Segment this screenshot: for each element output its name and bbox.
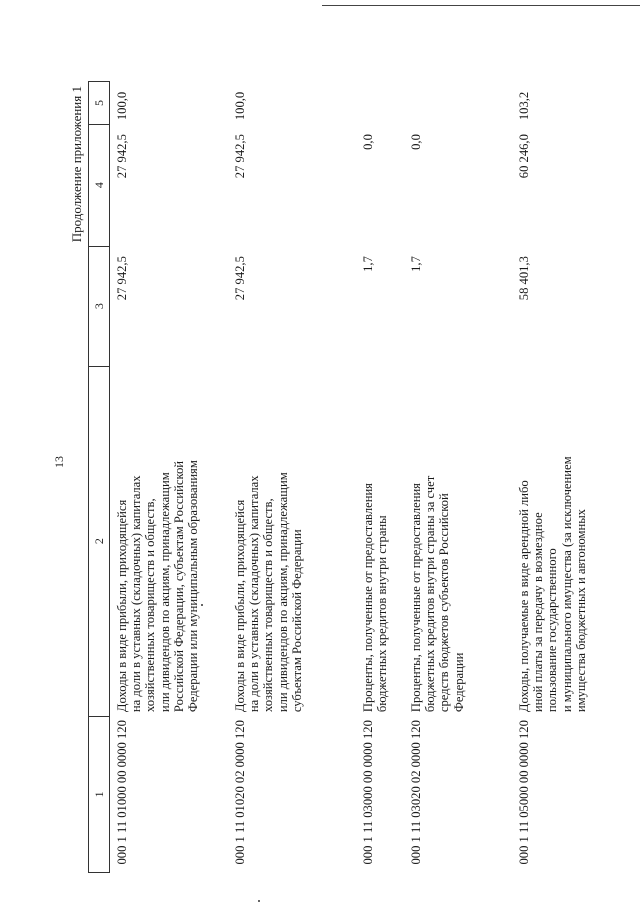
description-line: Проценты, полученные от предоставления bbox=[409, 483, 423, 713]
description-line: пользование государственного bbox=[545, 548, 560, 713]
value-col-4: 0,0 bbox=[361, 134, 375, 150]
revenue-description bbox=[233, 366, 361, 716]
description-line: Доходы, получаемые в виде арендной либо bbox=[517, 480, 531, 713]
value-col-5 bbox=[409, 82, 517, 124]
value-col-3: 1,7 bbox=[409, 256, 423, 272]
column-header-5: 5 bbox=[89, 82, 110, 124]
description-line: Федерации или муниципальным образованиям bbox=[186, 460, 201, 713]
value-col-4: 27 942,5 bbox=[233, 134, 247, 179]
value-col-3: 1,7 bbox=[361, 256, 375, 272]
revenue-description bbox=[409, 366, 517, 716]
description-line: Российской Федерации, субъектам Российской bbox=[171, 461, 186, 713]
description-line: или дивидендов по акциям, принадлежащим bbox=[275, 472, 290, 713]
description-line: или дивидендов по акциям, принадлежащим bbox=[157, 472, 172, 713]
description-line: хозяйственных товариществ и обществ, bbox=[261, 498, 276, 713]
value-col-5: 103,2 bbox=[517, 91, 531, 121]
description-line: Федерации bbox=[451, 652, 466, 713]
value-col-5: 100,0 bbox=[233, 91, 247, 121]
table-row bbox=[409, 82, 517, 873]
description-line: средств бюджетов субъектов Российской bbox=[437, 493, 452, 713]
description-line: Доходы в виде прибыли, приходящейся bbox=[115, 499, 129, 713]
description-line: хозяйственных товариществ и обществ, bbox=[143, 498, 158, 713]
description-line: имущества бюджетных и автономных bbox=[573, 509, 588, 713]
description-line: субъектам Российской Федерации bbox=[289, 529, 304, 713]
table-row bbox=[361, 82, 409, 873]
description-line: бюджетных кредитов внутри страны bbox=[375, 515, 390, 713]
budget-code: 000 1 11 05000 00 0000 120 bbox=[517, 720, 531, 865]
value-col-4: 27 942,5 bbox=[115, 134, 129, 179]
description-line: на доли в уставных (складочных) капиталах bbox=[129, 475, 144, 713]
value-col-5: 100,0 bbox=[115, 91, 129, 121]
revenue-table bbox=[88, 81, 640, 873]
budget-code: 000 1 11 01000 00 0000 120 bbox=[115, 720, 129, 865]
column-header-4: 4 bbox=[89, 124, 110, 246]
column-header-2: 2 bbox=[89, 366, 110, 716]
description-line: иной платы за передачу в возмездное bbox=[531, 512, 546, 713]
table-header-row bbox=[89, 82, 110, 873]
table-row bbox=[517, 82, 640, 873]
revenue-description bbox=[110, 366, 234, 716]
budget-code: 000 1 11 03000 00 0000 120 bbox=[361, 720, 375, 865]
value-col-3: 27 942,5 bbox=[115, 256, 129, 301]
value-col-3: 27 942,5 bbox=[233, 256, 247, 301]
page-number: 13 bbox=[52, 456, 66, 468]
description-line: и муниципального имущества (за исключением bbox=[559, 456, 574, 713]
description-line: на доли в уставных (складочных) капиталах bbox=[247, 475, 262, 713]
value-col-3: 58 401,3 bbox=[517, 256, 531, 301]
value-col-4: 60 246,0 bbox=[517, 134, 531, 179]
continuation-caption: Продолжение приложения 1 bbox=[69, 86, 84, 243]
description-line: бюджетных кредитов внутри страны за счет bbox=[423, 475, 438, 713]
revenue-description bbox=[361, 366, 409, 716]
column-header-1: 1 bbox=[89, 716, 110, 872]
revenue-description bbox=[517, 366, 640, 716]
value-col-5 bbox=[361, 82, 409, 124]
column-header-3: 3 bbox=[89, 246, 110, 366]
description-line: Доходы в виде прибыли, приходящейся bbox=[233, 499, 247, 713]
table-row bbox=[233, 82, 361, 873]
budget-code: 000 1 11 03020 02 0000 120 bbox=[409, 720, 423, 865]
table-row bbox=[110, 82, 234, 873]
budget-code: 000 1 11 01020 02 0000 120 bbox=[233, 720, 247, 865]
value-col-4: 0,0 bbox=[409, 134, 423, 150]
description-line: Проценты, полученные от предоставления bbox=[361, 483, 375, 713]
